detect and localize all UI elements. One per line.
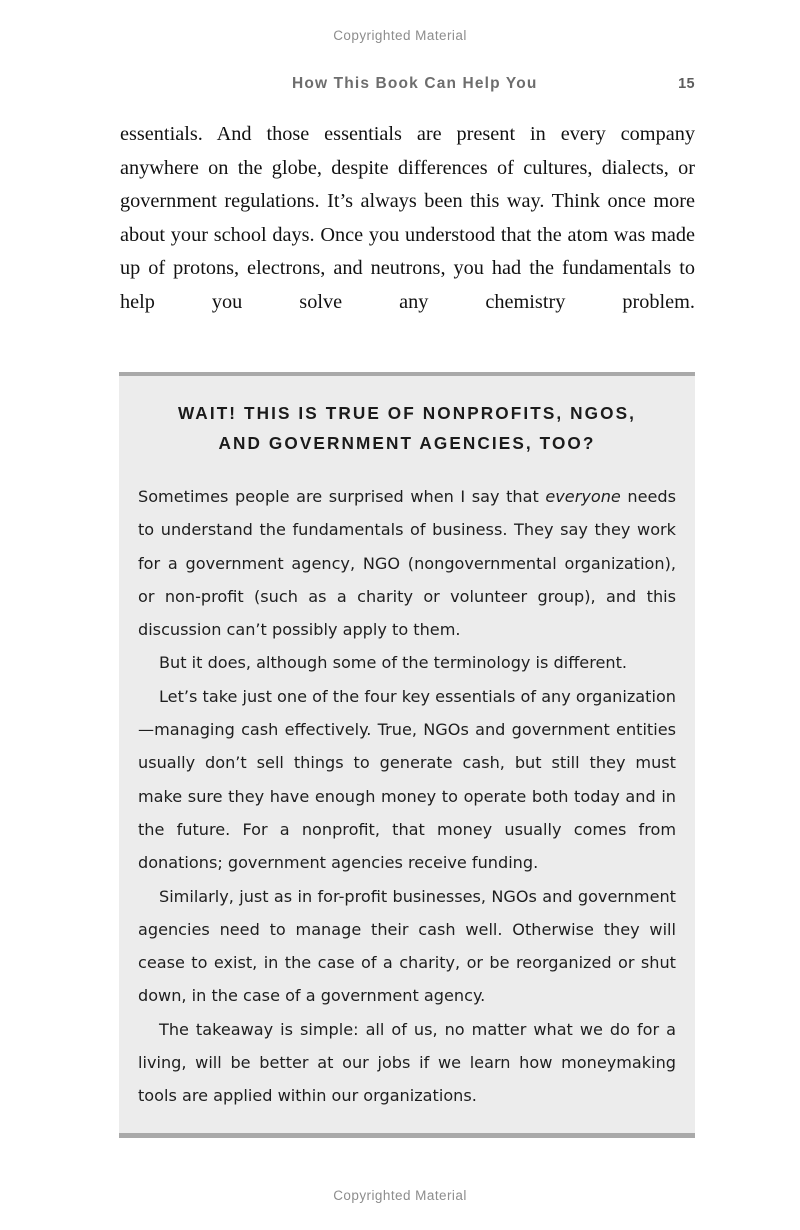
running-head-title: How This Book Can Help You (292, 75, 538, 92)
body-paragraph: essentials. And those essentials are present in every company anywhere on the globe, despite differences of cultures, dialects, or government regulations. It’s always been this way. Think once more about your school days. Once you understood that the atom was made up of protons, electrons, and neutrons, you had the fundamentals to help you solve any chemistry problem. (120, 123, 695, 313)
sidebar-emphasis-everyone: everyone (545, 487, 621, 506)
sidebar-heading-line-1: WAIT! THIS IS TRUE OF NONPROFITS, NGOS, (177, 403, 637, 423)
sidebar-paragraph-text-before-emphasis: Sometimes people are surprised when I say that (138, 487, 546, 506)
sidebar-content (119, 376, 695, 1133)
sidebar-bottom-rule (119, 1133, 695, 1138)
sidebar-paragraph-text-after-emphasis: needs to understand the fundamentals of business. They say they work for a government agency, NGO (nongovernmental organization), or non-profit (such as a charity or volunteer group), and this discussion can’t possibly apply to them. (138, 487, 676, 640)
copyright-watermark-top: Copyrighted Material (333, 28, 467, 43)
running-head (120, 75, 695, 93)
sidebar-heading-line-2: AND GOVERNMENT AGENCIES, TOO? (218, 433, 596, 453)
sidebar-paragraph: The takeaway is simple: all of us, no matter what we do for a living, will be better at our jobs if we learn how moneymaking tools are applied within our organizations. (138, 1019, 676, 1106)
callout-sidebar (119, 372, 695, 1138)
sidebar-paragraph: Let’s take just one of the four key essentials of any organization—managing cash effectively. True, NGOs and government entities usually don’t sell things to generate cash, but still they must make sure they have enough money to operate both today and in the future. For a nonprofit, that money usually comes from donations; government agencies receive funding. (138, 686, 676, 873)
body-text-block (120, 118, 695, 320)
page-number: 15 (678, 76, 695, 92)
sidebar-heading (138, 398, 676, 458)
sidebar-paragraph: Similarly, just as in for-profit businesses, NGOs and government agencies need to manage their cash well. Otherwise they will cease to exist, in the case of a charity, or be reorganized or shut down, in the case of a government agency. (138, 886, 676, 1006)
sidebar-paragraph (138, 480, 676, 646)
sidebar-paragraph: But it does, although some of the terminology is different. (159, 653, 627, 673)
copyright-watermark-bottom: Copyrighted Material (333, 1188, 467, 1203)
